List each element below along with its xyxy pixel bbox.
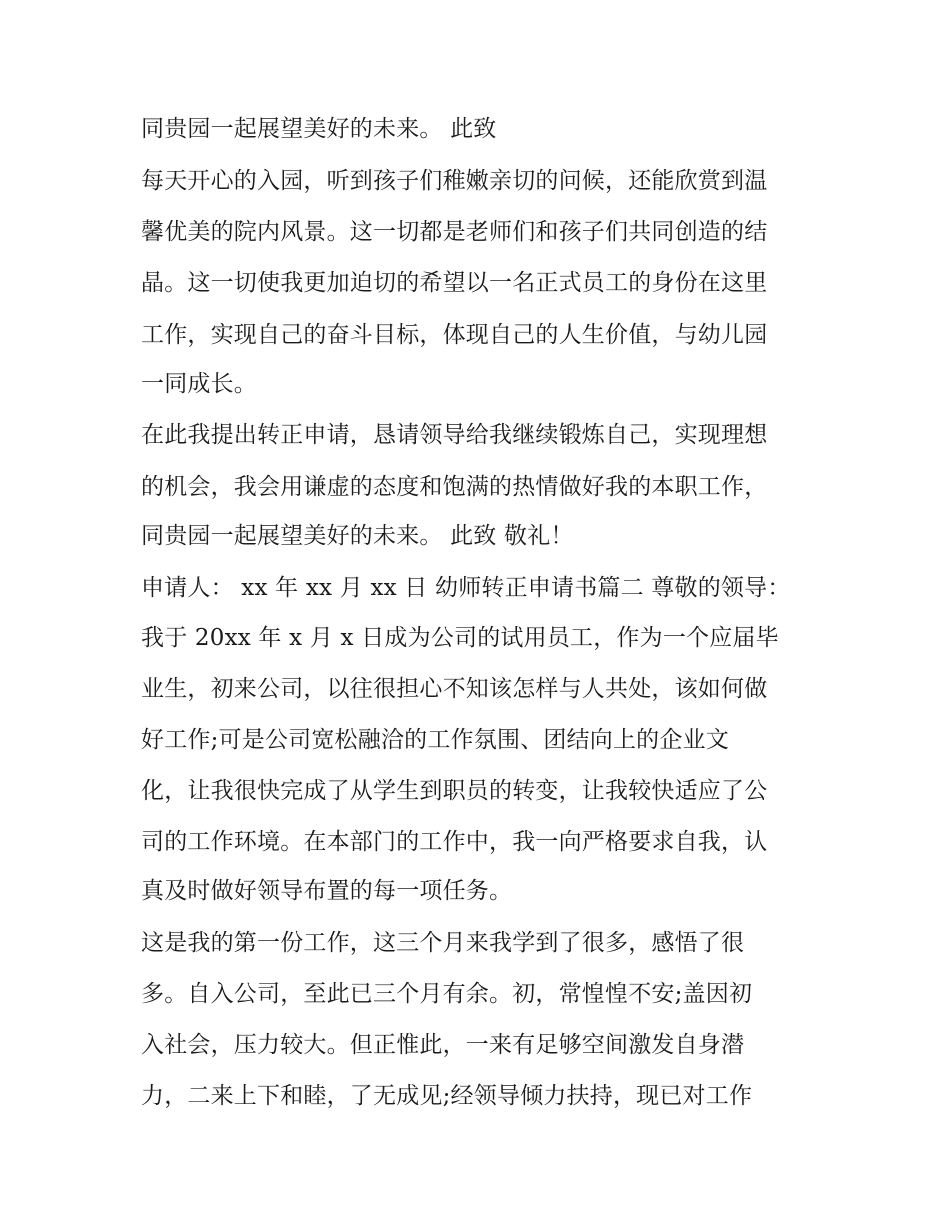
- text-line: 一同成长。: [141, 371, 257, 397]
- text-line: 司的工作环境。在本部门的工作中，我一向严格要求自我，认: [141, 829, 768, 855]
- text-line: 在此我提出转正申请，恳请领导给我继续锻炼自己，实现理想: [141, 422, 768, 448]
- text-line: 业生，初来公司，以往很担心不知该怎样与人共处，该如何做: [141, 676, 768, 702]
- text-line: 多。自入公司，至此已三个月有余。初，常惶惶不安;盖因初: [141, 981, 753, 1007]
- text-line: 入社会，压力较大。但正惟此，一来有足够空间激发自身潜: [141, 1032, 745, 1058]
- text-line: 工作，实现自己的奋斗目标，体现自己的人生价值，与幼儿园: [141, 322, 768, 348]
- text-line: 申请人： xx 年 xx 月 xx 日 幼师转正申请书篇二 尊敬的领导：: [141, 575, 791, 601]
- text-line: 化，让我很快完成了从学生到职员的转变，让我较快适应了公: [141, 778, 768, 804]
- text-line: 每天开心的入园，听到孩子们稚嫩亲切的问候，还能欣赏到温: [141, 168, 768, 194]
- text-line: 馨优美的院内风景。这一切都是老师们和孩子们共同创造的结: [141, 219, 768, 245]
- text-line: 力，二来上下和睦，了无成见;经领导倾力扶持，现已对工作: [141, 1083, 753, 1109]
- text-line: 同贵园一起展望美好的未来。 此致 敬礼！: [141, 523, 574, 549]
- text-line: 这是我的第一份工作，这三个月来我学到了很多，感悟了很: [141, 930, 745, 956]
- text-line: 同贵园一起展望美好的未来。 此致: [141, 116, 497, 142]
- text-line: 真及时做好领导布置的每一项任务。: [141, 878, 513, 904]
- text-line: 好工作;可是公司宽松融洽的工作氛围、团结向上的企业文: [141, 727, 729, 753]
- text-line: 的机会，我会用谦虚的态度和饱满的热情做好我的本职工作，: [141, 474, 768, 500]
- text-line: 我于 20xx 年 x 月 x 日成为公司的试用员工，作为一个应届毕: [141, 625, 779, 651]
- text-line: 晶。这一切使我更加迫切的希望以一名正式员工的身份在这里: [141, 270, 768, 296]
